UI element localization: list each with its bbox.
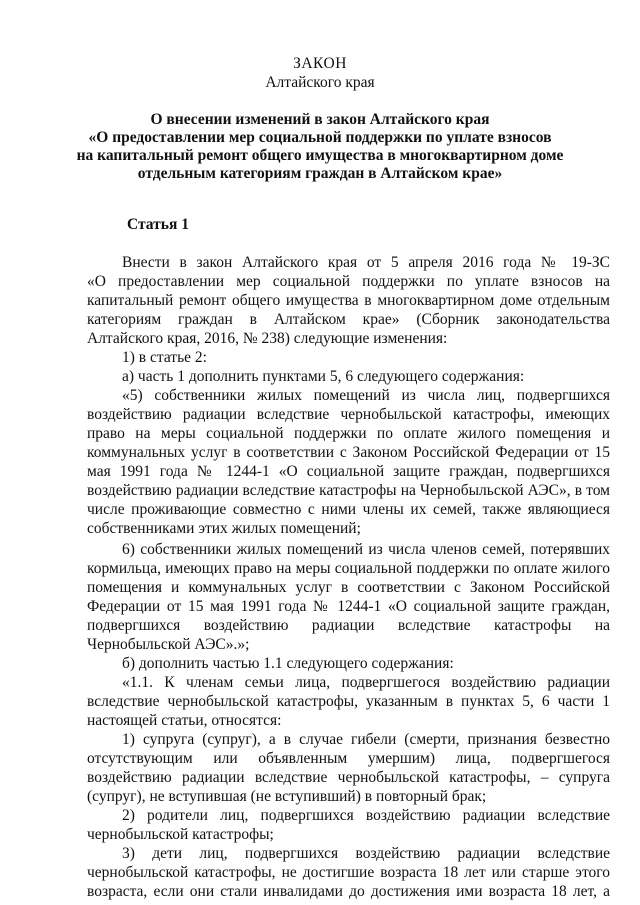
body-line: Внести в закон Алтайского края от 5 апреля 2016 года № 19-ЗС: [122, 254, 610, 271]
body-line: 3) дети лиц, подвергшихся воздействию радиации вследствие: [122, 845, 610, 862]
body-line: мая 1991 года № 1244-1 «О социальной защите граждан, подвергшихся: [87, 463, 610, 480]
body-line: воздействию радиации вследствие чернобыльской катастрофы, имеющих: [87, 406, 610, 423]
body-line: 2) родители лиц, подвергшихся воздействию радиации вследствие: [122, 807, 610, 824]
body-line: чернобыльской катастрофы, не достигшие возраста 18 лет или старше этого: [87, 864, 610, 881]
body-line: вследствие чернобыльской катастрофы, указанным в пунктах 5, 6 части 1: [87, 693, 610, 710]
body-line: 1) супруга (супруг), а в случае гибели (смерти, признания безвестно: [122, 731, 610, 748]
heading-line: отдельным категориям граждан в Алтайском крае»: [137, 165, 503, 182]
body-line: 6) собственники жилых помещений из числа членов семей, потерявших: [122, 541, 610, 558]
body-line: а) часть 1 дополнить пунктами 5, 6 следующего содержания:: [122, 368, 525, 385]
body-line: Федерации от 15 мая 1991 года № 1244-1 «О социальной защите граждан,: [87, 598, 610, 615]
body-line: чернобыльской катастрофы;: [87, 826, 274, 843]
body-line: капитальный ремонт общего имущества в многоквартирном доме отдельным: [87, 292, 610, 309]
body-line: «5) собственники жилых помещений из числа лиц, подвергшихся: [122, 387, 610, 404]
body-line: возраста, если они стали инвалидами до достижения ими возраста 18 лет, а: [87, 883, 610, 900]
law-label: ЗАКОН: [293, 55, 347, 72]
body-line: Алтайского края, 2016, № 238) следующие изменения:: [87, 330, 448, 347]
body-line: категориям граждан в Алтайском крае» (Сборник законодательства: [87, 311, 610, 328]
body-line: настоящей статьи, относятся:: [87, 712, 282, 729]
body-line: б) дополнить частью 1.1 следующего содержания:: [122, 655, 454, 672]
region-label: Алтайского края: [265, 74, 375, 91]
body-line: 1) в статье 2:: [122, 349, 207, 366]
heading-line: «О предоставлении мер социальной поддержки по уплате взносов: [88, 129, 552, 146]
body-line: Чернобыльской АЭС».»;: [87, 636, 250, 653]
body-line: «1.1. К членам семьи лица, подвергшегося воздействию радиации: [122, 674, 610, 691]
article-title: Статья 1: [127, 216, 189, 233]
body-line: отсутствующим или объявленным умершим) лица, подвергшегося: [87, 750, 610, 767]
body-line: подвергшихся воздействию радиации вследствие катастрофы на: [87, 617, 610, 634]
body-line: «О предоставлении мер социальной поддержки по уплате взносов на: [87, 273, 610, 290]
body-line: право на меры социальной поддержки по оплате жилого помещения и: [87, 425, 610, 442]
body-line: воздействию радиации вследствие чернобыльской катастрофы, – супруга: [87, 769, 610, 786]
heading-line: на капитальный ремонт общего имущества в многоквартирном доме: [76, 147, 564, 164]
body-line: (супруг), не вступившая (не вступивший) в повторный брак;: [87, 788, 487, 805]
body-line: числе проживающие совместно с ними члены их семей, также являющиеся: [87, 501, 610, 518]
body-line: воздействию радиации вследствие катастрофы на Чернобыльской АЭС», в том: [87, 482, 610, 499]
body-line: коммунальных услуг в соответствии с Законом Российской Федерации от 15: [87, 444, 610, 461]
body-line: кормильца, имеющих право на меры социальной поддержки по оплате жилого: [87, 560, 610, 577]
body-line: собственниками этих жилых помещений;: [87, 520, 361, 537]
body-line: помещения и коммунальных услуг в соответствии с Законом Российской: [87, 579, 610, 596]
heading-line: О внесении изменений в закон Алтайского края: [150, 111, 490, 128]
